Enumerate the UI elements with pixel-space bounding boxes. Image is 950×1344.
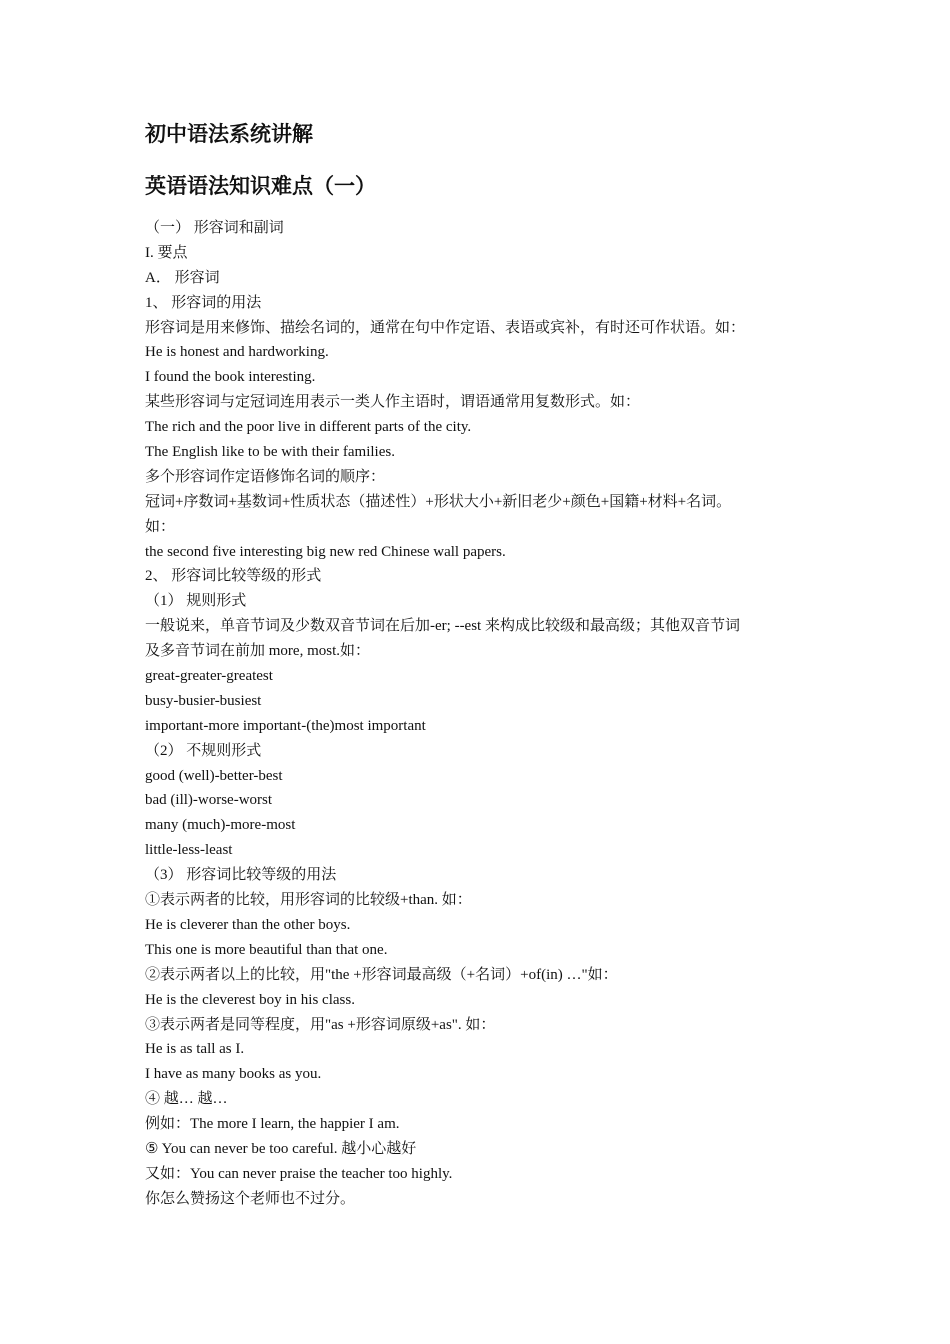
text-line: The rich and the poor live in different parts of the city.: [145, 419, 472, 436]
text-line: 某些形容词与定冠词连用表示一类人作主语时，谓语通常用复数形式。如：: [145, 394, 641, 411]
text-line: I found the book interesting.: [145, 369, 316, 386]
text-line: （1） 规则形式: [145, 593, 247, 610]
text-line: bad (ill)-worse-worst: [145, 792, 273, 809]
text-line: little-less-least: [145, 842, 233, 859]
text-line: He is cleverer than the other boys.: [145, 916, 351, 933]
text-line: 一般说来，单音节词及少数双音节词在后加-er; --est 来构成比较级和最高级；其他双音节词: [145, 618, 740, 635]
text-line: （一） 形容词和副词: [145, 220, 284, 236]
text-line: important-more important-(the)most important: [145, 717, 426, 734]
text-line: This one is more beautiful than that one.: [145, 941, 388, 958]
section-title: 英语语法知识难点（一）: [145, 173, 376, 198]
text-line: 2、 形容词比较等级的形式: [145, 568, 322, 585]
text-line: ③表示两者是同等程度，用"as +形容词原级+as". 如：: [145, 1016, 496, 1033]
text-line: 例如：The more I learn, the happier I am.: [145, 1116, 400, 1133]
text-line: The English like to be with their families.: [145, 444, 395, 461]
text-line: ①表示两者的比较，用形容词的比较级+than. 如：: [145, 892, 472, 909]
text-line: ⑤ You can never be too careful. 越小心越好: [145, 1140, 417, 1157]
text-line: good (well)-better-best: [145, 767, 283, 784]
text-line: 如：: [145, 518, 176, 535]
text-line: the second five interesting big new red Chinese wall papers.: [145, 543, 506, 560]
text-line: He is the cleverest boy in his class.: [145, 991, 355, 1008]
text-line: 及多音节词在前加 more, most.如：: [145, 643, 370, 660]
document-title: 初中语法系统讲解: [145, 121, 313, 146]
text-line: （3） 形容词比较等级的用法: [145, 867, 337, 884]
document-body: [145, 216, 825, 1212]
document-content: [145, 120, 825, 1212]
text-line: （2） 不规则形式: [145, 742, 262, 759]
text-line: busy-busier-busiest: [145, 692, 262, 709]
text-line: ④ 越… 越…: [145, 1091, 228, 1108]
text-line: I. 要点: [145, 244, 188, 261]
text-line: 1、 形容词的用法: [145, 294, 262, 311]
text-line: 冠词+序数词+基数词+性质状态（描述性）+形状大小+新旧老少+颜色+国籍+材料+名词。: [145, 493, 732, 510]
text-line: He is honest and hardworking.: [145, 344, 329, 361]
text-line: He is as tall as I.: [145, 1041, 245, 1058]
text-line: 又如：You can never praise the teacher too highly.: [145, 1165, 453, 1182]
text-line: 你怎么赞扬这个老师也不过分。: [145, 1190, 356, 1207]
text-line: great-greater-greatest: [145, 668, 273, 685]
text-line: I have as many books as you.: [145, 1066, 322, 1083]
text-line: 多个形容词作定语修饰名词的顺序：: [145, 468, 386, 485]
text-line: many (much)-more-most: [145, 817, 296, 834]
text-line: ②表示两者以上的比较，用"the +形容词最高级（+名词）+of(in) …"如：: [145, 966, 618, 983]
text-line: 形容词是用来修饰、描绘名词的，通常在句中作定语、表语或宾补，有时还可作状语。如：: [145, 319, 746, 336]
text-line: A． 形容词: [145, 269, 220, 286]
